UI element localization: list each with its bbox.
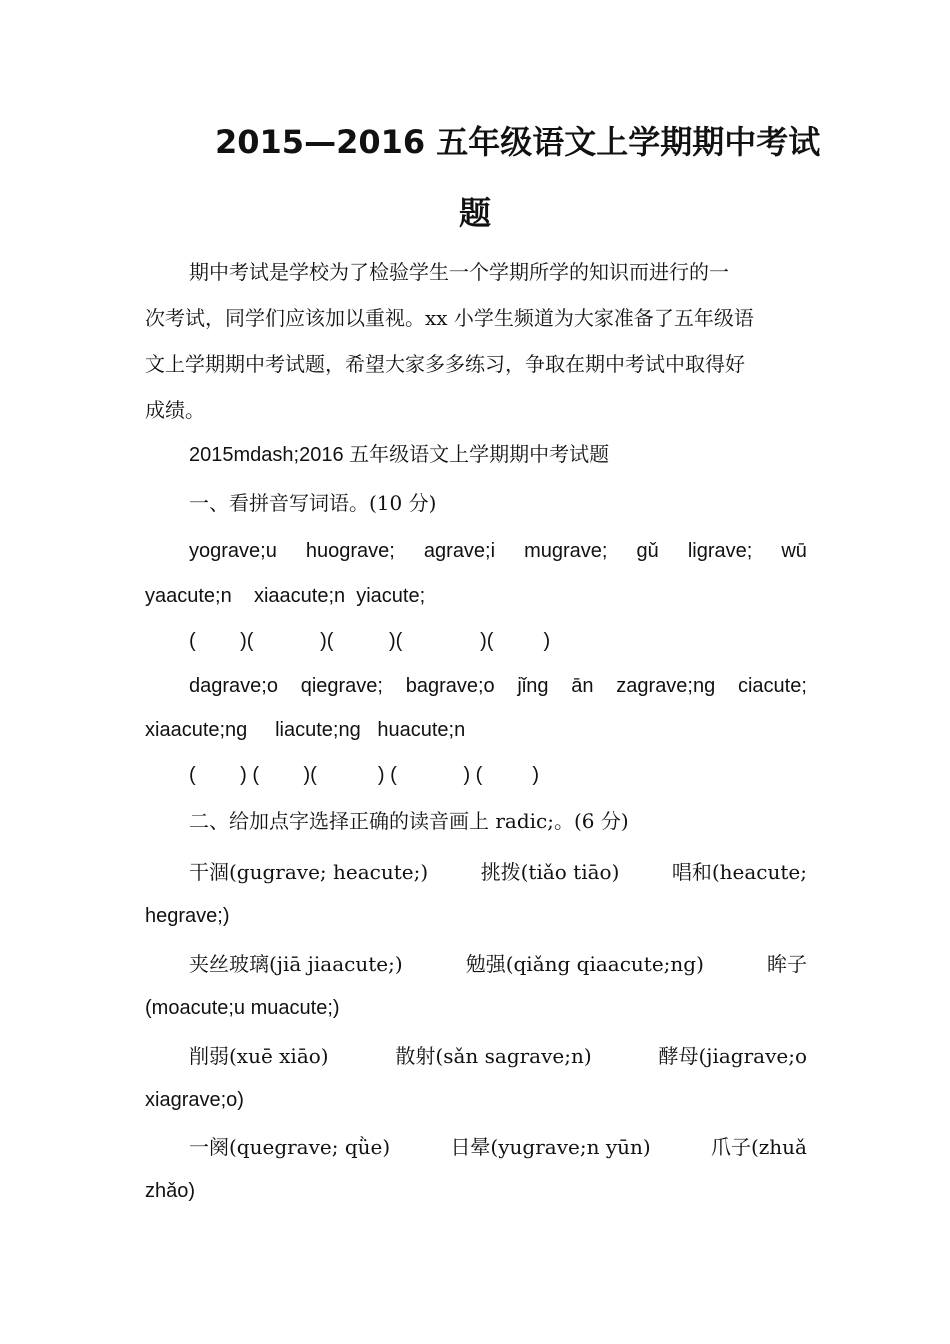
reading-option: 酵母(jiagrave;o (658, 1044, 807, 1068)
reading-option: 散射(sǎn sagrave;n) (395, 1044, 592, 1068)
reading-option: 唱和(heacute; (671, 860, 807, 884)
pinyin-row-2 (189, 671, 807, 701)
pinyin-row-2-continued: xiaacute;ng liacute;ng huacute;n (145, 719, 466, 741)
intro-line-3: 文上学期期中考试题，希望大家多多练习，争取在期中考试中取得好 (145, 352, 745, 376)
pinyin-word: agrave;i (423, 540, 496, 562)
reading-option: 削弱(xuē xiāo) (189, 1044, 329, 1068)
intro-line-1: 期中考试是学校为了检验学生一个学期所学的知识而进行的一 (189, 260, 729, 284)
reading-row-4 (189, 1132, 807, 1162)
reading-option: 干涸(gugrave; heacute;) (189, 860, 429, 884)
document-title-line1: 2015—2016 五年级语文上学期期中考试 (215, 123, 821, 161)
answer-blanks-1: ( )( )( )( )( ) (189, 630, 551, 652)
section2-heading: 二、给加点字选择正确的读音画上 radic;。(6 分) (189, 809, 629, 833)
pinyin-word: dagrave;o (189, 675, 278, 697)
intro-line-2: 次考试，同学们应该加以重视。xx 小学生频道为大家准备了五年级语 (145, 306, 754, 330)
pinyin-word: bagrave;o (405, 675, 495, 697)
document-title-line2: 题 (458, 194, 491, 232)
pinyin-word: jǐng (517, 675, 549, 697)
pinyin-word: zagrave;ng (616, 675, 716, 697)
reading-row-2-continued: (moacute;u muacute;) (145, 997, 340, 1019)
pinyin-word: ān (571, 675, 594, 697)
reading-row-1-continued: hegrave;) (145, 905, 230, 927)
reading-option: 日晕(yugrave;n yūn) (450, 1135, 651, 1159)
subtitle: 2015mdash;2016 五年级语文上学期期中考试题 (189, 444, 610, 466)
reading-row-3-continued: xiagrave;o) (145, 1089, 244, 1111)
reading-row-3 (189, 1041, 807, 1071)
reading-option: 爪子(zhuǎ (710, 1135, 807, 1159)
pinyin-word: ligrave; (687, 540, 753, 562)
reading-row-2 (189, 949, 807, 979)
reading-option: 挑拨(tiǎo tiāo) (480, 860, 620, 884)
pinyin-word: gǔ (636, 540, 659, 562)
pinyin-word: mugrave; (524, 540, 608, 562)
pinyin-row-1-continued: yaacute;n xiaacute;n yiacute; (145, 585, 426, 607)
pinyin-word: wū (781, 540, 807, 562)
intro-line-4: 成绩。 (145, 398, 205, 422)
pinyin-word: qiegrave; (300, 675, 383, 697)
reading-option: 一阕(quegrave; qǜe) (189, 1135, 391, 1159)
reading-option: 眸子 (766, 952, 807, 976)
pinyin-word: huograve; (305, 540, 395, 562)
reading-option: 勉强(qiǎng qiaacute;ng) (465, 952, 704, 976)
reading-option: 夹丝玻璃(jiā jiaacute;) (189, 952, 403, 976)
pinyin-word: yograve;u (189, 540, 277, 562)
reading-row-4-continued: zhǎo) (145, 1180, 196, 1202)
pinyin-word: ciacute; (737, 675, 807, 697)
answer-blanks-2: ( ) ( )( ) ( ) ( ) (189, 764, 539, 786)
pinyin-row-1 (189, 536, 807, 566)
section1-heading: 一、看拼音写词语。(10 分) (189, 491, 437, 515)
reading-row-1 (189, 857, 807, 887)
